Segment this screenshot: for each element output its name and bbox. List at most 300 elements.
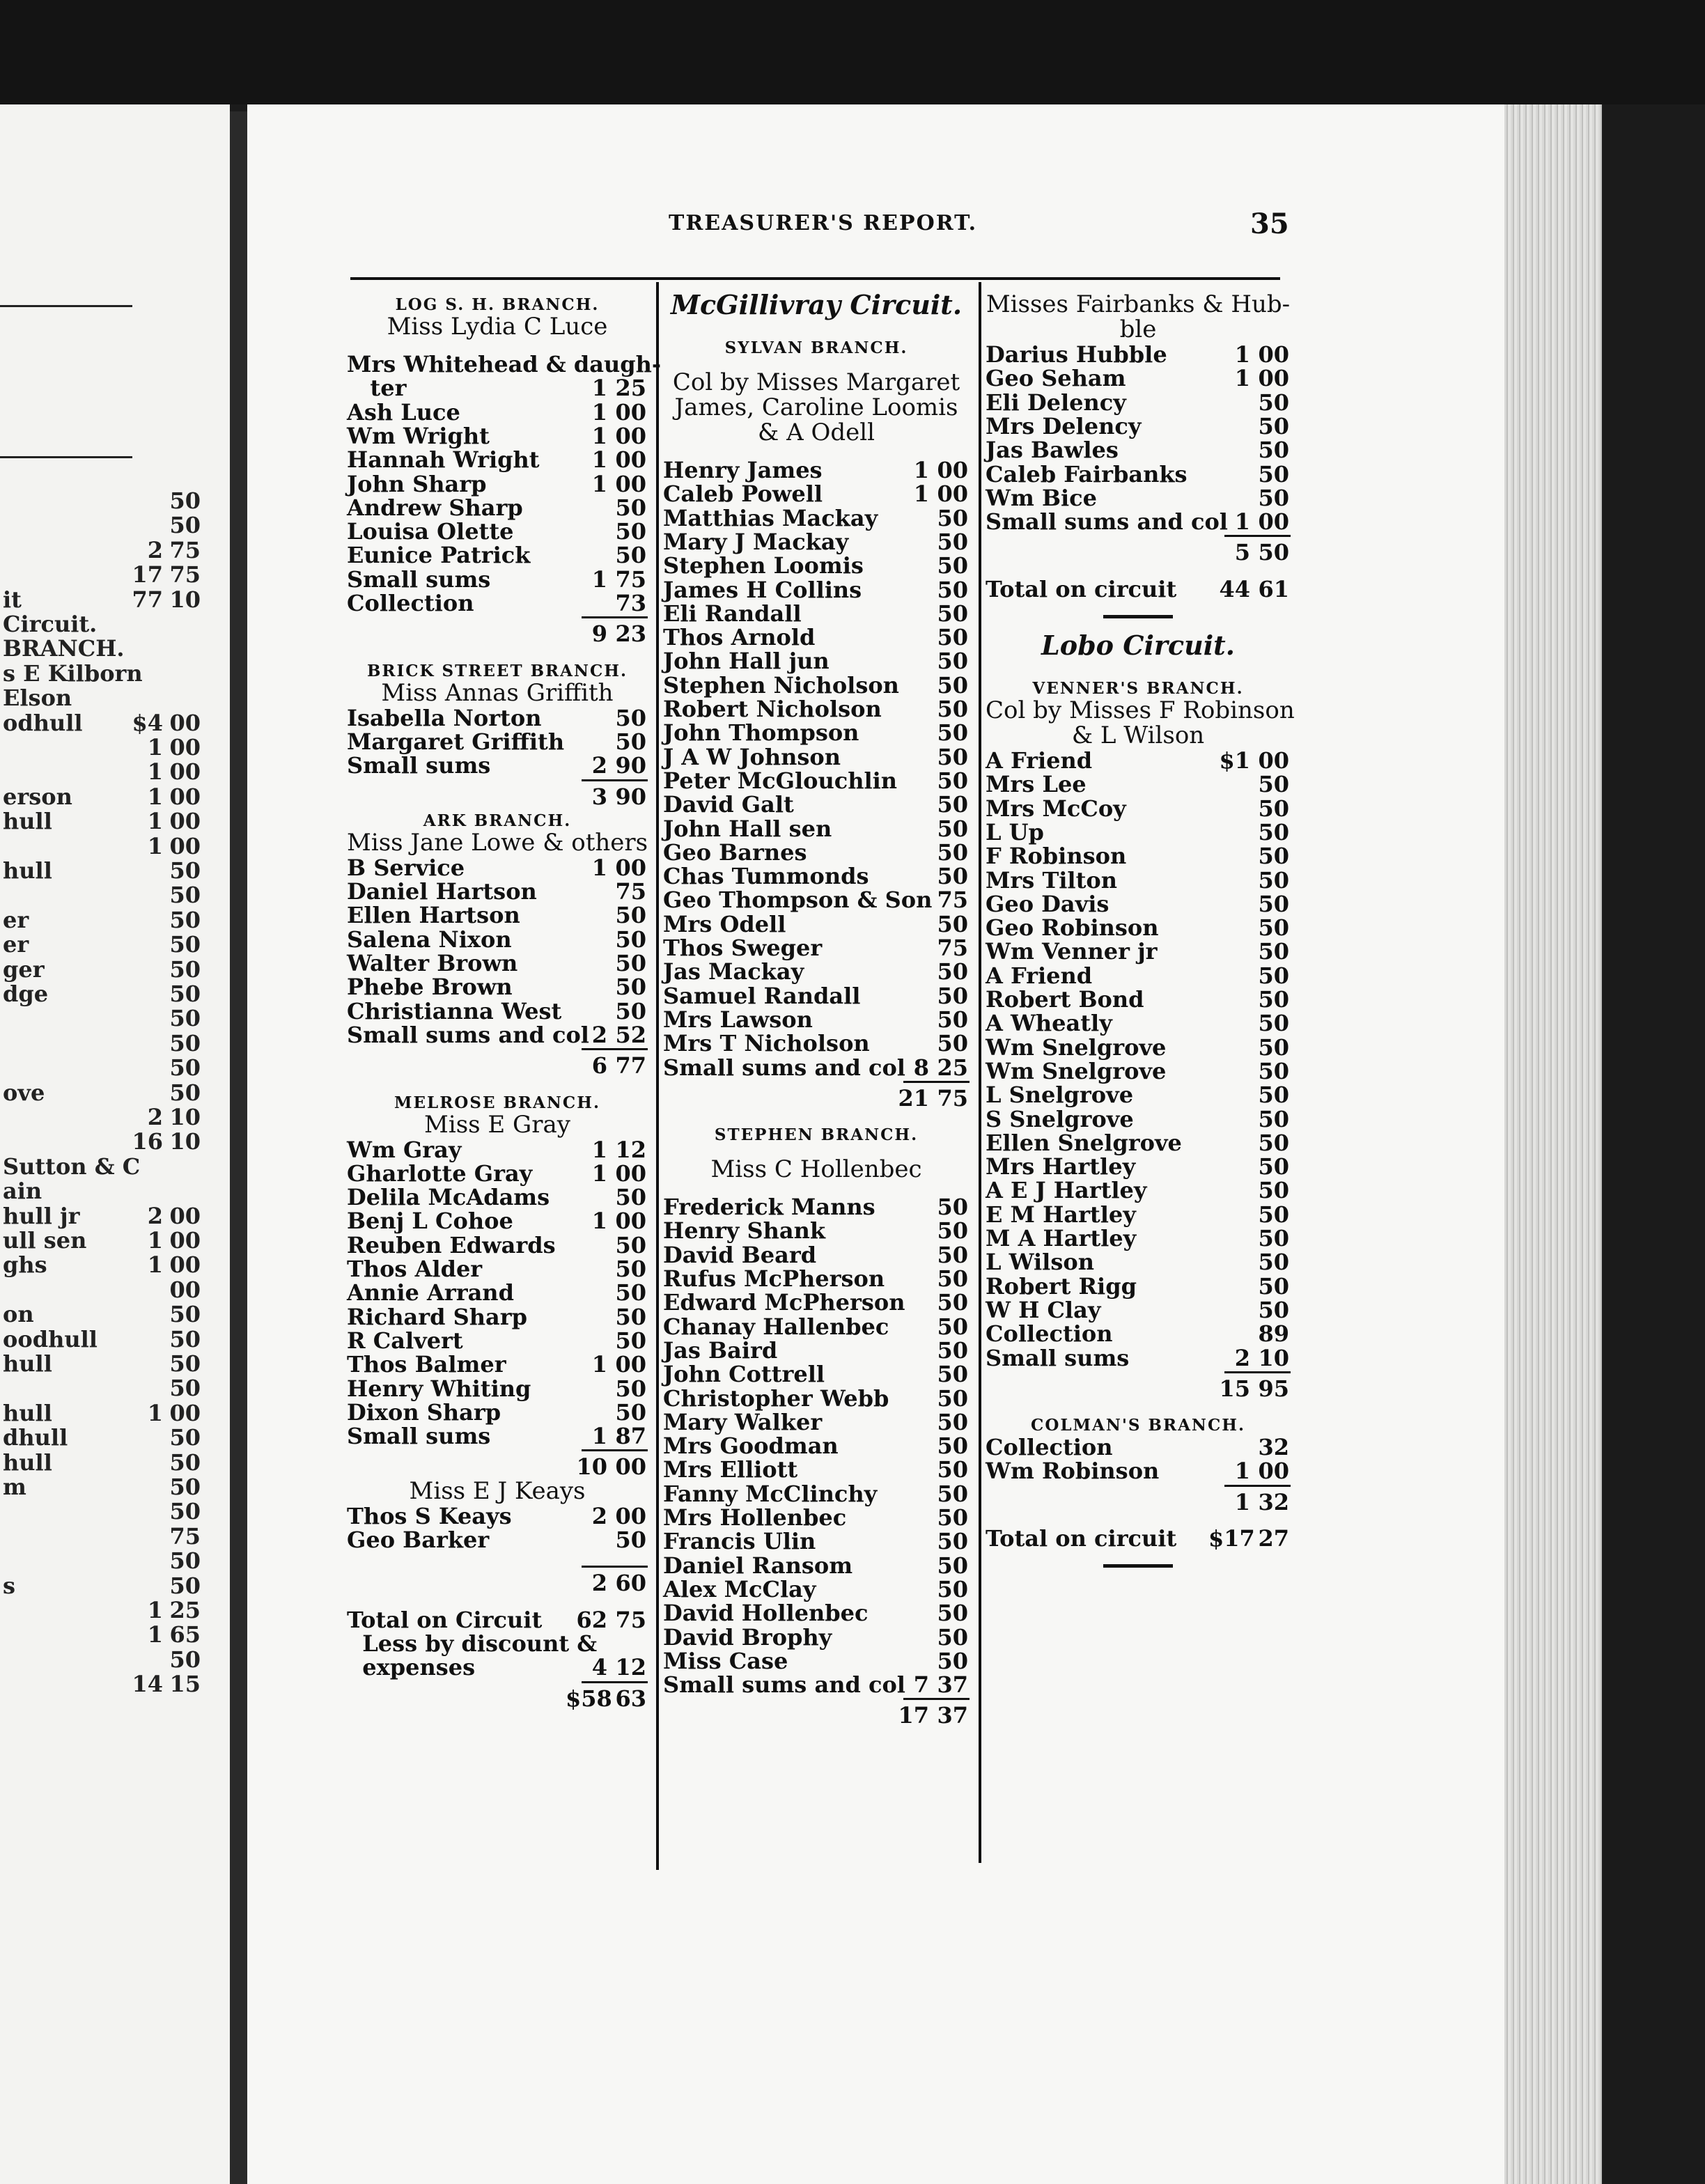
ledger-entry (986, 577, 1291, 602)
amount-dollars: 8 (913, 1054, 929, 1081)
ledger-entry (663, 1056, 970, 1080)
section-end-rule (1103, 1564, 1173, 1568)
amount-cents: 50 (937, 671, 968, 699)
branch-heading: STEPHEN BRANCH. (714, 1125, 919, 1145)
entry-name: Thos S Keays (347, 1502, 512, 1529)
entry-name: Geo Barker (347, 1527, 490, 1553)
ledger-entry (663, 625, 970, 650)
fragment-dollars: 14 (132, 1671, 163, 1698)
entry-name: Samuel Randall (663, 982, 861, 1009)
amount-dollars: 1 (913, 457, 929, 483)
amount-cents: 60 (615, 1570, 646, 1597)
amount-cents: 50 (937, 1480, 968, 1507)
entry-name: Mrs Elliott (663, 1456, 798, 1483)
ledger-entry (347, 730, 648, 754)
entry-name: Chanay Hallenbec (663, 1313, 889, 1340)
ledger-entry (347, 1424, 648, 1449)
entry-name: Isabella Norton (347, 704, 542, 731)
fragment-text: hull jr (3, 1202, 80, 1229)
amount-cents: 50 (615, 518, 646, 545)
entry-name: Small sums and col (986, 508, 1228, 536)
amount-cents: 00 (937, 481, 968, 508)
entry-name: L Up (986, 818, 1044, 845)
amount-cents: 50 (1258, 1272, 1289, 1300)
ledger-entry (663, 1290, 970, 1315)
entry-name: Eli Randall (663, 600, 802, 627)
left-page-fragment (3, 1081, 224, 1105)
amount-cents: 77 (615, 1052, 646, 1079)
amount-cents: 73 (615, 590, 646, 616)
entry-name: Collection (986, 1434, 1113, 1461)
entry-name: Mary J Mackay (663, 528, 849, 555)
ledger-entry (663, 1410, 970, 1435)
amount-cents: 00 (615, 422, 646, 449)
circuit-heading: Lobo Circuit. (1041, 630, 1235, 661)
entry-name: Ellen Hartson (347, 902, 520, 929)
entry-name: Mrs Odell (663, 910, 786, 937)
ledger-entry (663, 1008, 970, 1032)
fragment-cents: 50 (169, 882, 201, 909)
fragment-text: m (3, 1474, 26, 1500)
amount-cents: 25 (615, 375, 646, 402)
entry-name: Wm Robinson (986, 1458, 1160, 1485)
collector-name: Col by Misses F Robinson (986, 696, 1295, 724)
amount-cents: 27 (1258, 1525, 1289, 1552)
collector-name: Miss E J Keays (409, 1476, 586, 1505)
fragment-dollars: $4 (132, 709, 163, 736)
fragment-text: dge (3, 981, 49, 1007)
entry-name: Salena Nixon (347, 926, 512, 953)
ledger-entry (986, 1036, 1291, 1060)
amount-dollars: 4 (591, 1654, 607, 1681)
amount-dollars: 1 (1234, 365, 1250, 392)
fragment-dollars: 1 (147, 1399, 163, 1426)
amount-cents: 50 (615, 926, 646, 953)
ledger-entry (986, 414, 1291, 439)
entry-name: Fanny McClinchy (663, 1480, 878, 1507)
entry-name: Chas Tummonds (663, 863, 869, 890)
left-page-fragment (3, 1426, 224, 1449)
amount-cents: 50 (937, 1194, 968, 1221)
entry-name: Geo Seham (986, 365, 1126, 392)
amount-cents: 50 (937, 1265, 968, 1292)
amount-cents: 50 (1258, 1057, 1289, 1084)
entry-name: David Galt (663, 791, 794, 818)
ledger-entry (986, 343, 1291, 367)
left-facing-page (0, 104, 230, 2184)
amount-dollars: 1 (913, 481, 929, 508)
entry-name: John Thompson (663, 719, 859, 747)
fragment-cents: 50 (169, 857, 201, 884)
amount-cents: 50 (937, 791, 968, 818)
amount-cents: 50 (1258, 412, 1289, 439)
entry-name: Walter Brown (347, 950, 518, 976)
ledger-entry (347, 1138, 648, 1162)
amount-dollars: 9 (591, 621, 607, 648)
subtotal-line (986, 540, 1291, 565)
amount-cents: 50 (937, 1623, 968, 1651)
entry-name: Mrs Hollenbec (663, 1504, 847, 1531)
entry-name: Small sums (347, 566, 491, 593)
fragment-text: Sutton & C (3, 1153, 141, 1180)
amount-cents: 50 (1258, 795, 1289, 822)
amount-cents: 90 (615, 752, 646, 779)
amount-cents: 50 (615, 1184, 646, 1211)
left-page-fragment (3, 612, 224, 636)
left-page-fragment (3, 859, 224, 882)
ledger-entry (663, 602, 970, 626)
fragment-cents: 10 (169, 1104, 201, 1130)
entry-name: J A W Johnson (663, 743, 841, 770)
entry-name: Henry Whiting (347, 1375, 531, 1402)
fragment-cents: 50 (169, 1350, 201, 1377)
amount-cents: 50 (1258, 539, 1289, 566)
fragment-cents: 00 (169, 1276, 201, 1303)
amount-cents: 50 (1258, 938, 1289, 965)
left-page-rule (0, 305, 132, 307)
fragment-cents: 00 (169, 709, 201, 736)
fragment-dollars: 17 (132, 561, 163, 588)
ledger-entry (663, 793, 970, 817)
entry-name: Robert Nicholson (663, 696, 882, 722)
fragment-text: on (3, 1301, 34, 1328)
entry-name: Francis Ulin (663, 1528, 816, 1555)
branch-heading: LOG S. H. BRANCH. (395, 295, 600, 314)
amount-dollars: $58 (566, 1685, 612, 1712)
amount-dollars: 1 (591, 1160, 607, 1187)
collector-name: James, Caroline Loomis (674, 393, 958, 421)
amount-cents: 50 (937, 1384, 968, 1412)
amount-dollars: 1 (591, 1208, 607, 1235)
entry-name: Less by discount & (347, 1630, 598, 1657)
ledger-entry (663, 817, 970, 841)
collector-name: Miss Lydia C Luce (387, 313, 608, 341)
amount-dollars: 17 (898, 1702, 929, 1729)
ledger-entry (347, 376, 648, 400)
amount-cents: 50 (1258, 484, 1289, 511)
amount-dollars: 15 (1219, 1375, 1250, 1402)
entry-name: ter (347, 375, 407, 402)
fragment-text: er (3, 931, 29, 958)
left-page-fragment (3, 1155, 224, 1178)
amount-dollars: 1 (591, 470, 607, 497)
ledger-entry (663, 697, 970, 722)
entry-name: Margaret Griffith (347, 728, 565, 755)
amount-cents: 50 (937, 1575, 968, 1602)
fragment-cents: 00 (169, 1399, 201, 1426)
entry-name: Rufus McPherson (663, 1265, 885, 1292)
ledger-entry (986, 988, 1291, 1012)
fragment-text: s E Kilborn (3, 660, 143, 687)
fragment-dollars: 77 (132, 586, 163, 613)
fragment-cents: 50 (169, 1079, 201, 1106)
left-page-fragment (3, 686, 224, 710)
amount-cents: 50 (937, 1030, 968, 1057)
amount-cents: 50 (615, 902, 646, 929)
fragment-dollars: 1 (147, 808, 163, 835)
collector-name: Miss Annas Griffith (381, 678, 614, 707)
ledger-entry (986, 1226, 1291, 1251)
left-page-fragment (3, 1179, 224, 1203)
amount-cents: 50 (1258, 1177, 1289, 1204)
fragment-cents: 50 (169, 1449, 201, 1476)
entry-name: Total on circuit (986, 575, 1177, 602)
entry-name: Geo Thompson & Son (663, 887, 933, 914)
ledger-entry (347, 1281, 648, 1305)
entry-name: Geo Barnes (663, 838, 807, 866)
fragment-cents: 50 (169, 1498, 201, 1525)
fragment-text: erson (3, 783, 72, 810)
ledger-entry (986, 486, 1291, 510)
ledger-entry (347, 1528, 648, 1552)
ledger-entry (663, 1554, 970, 1578)
entry-name: Mrs Goodman (663, 1433, 839, 1460)
entry-name: Andrew Sharp (347, 494, 523, 521)
ledger-entry (663, 1434, 970, 1458)
entry-name: Stephen Loomis (663, 552, 864, 579)
circuit-heading: McGillivray Circuit. (670, 289, 963, 320)
amount-cents: 75 (937, 935, 968, 961)
entry-name: Miss Case (663, 1647, 788, 1674)
ledger-entry (347, 706, 648, 731)
fragment-text: hull (3, 1350, 52, 1377)
amount-cents: 50 (937, 815, 968, 842)
left-page-fragment (3, 1204, 224, 1228)
amount-cents: 50 (1258, 1225, 1289, 1251)
amount-cents: 00 (1258, 508, 1289, 536)
fragment-cents: 50 (169, 981, 201, 1007)
amount-cents: 50 (1258, 460, 1289, 488)
ledger-entry (347, 1398, 648, 1426)
ledger-entry (986, 1250, 1291, 1274)
entry-name: Small sums (986, 1344, 1130, 1371)
amount-cents: 37 (937, 1671, 968, 1699)
entry-name: expenses (347, 1654, 476, 1681)
amount-cents: 50 (937, 1647, 968, 1674)
left-page-fragment (3, 588, 224, 611)
amount-dollars: 1 (591, 1136, 607, 1163)
fragment-text: hull (3, 857, 52, 884)
amount-cents: 50 (1258, 986, 1289, 1013)
amount-cents: 50 (615, 997, 646, 1024)
left-page-fragment (3, 982, 224, 1006)
collector-name: Miss E Gray (424, 1110, 570, 1139)
branch-heading: VENNER'S BRANCH. (1032, 679, 1244, 698)
left-page-fragment (3, 785, 224, 809)
entry-name: John Hall sen (663, 815, 832, 842)
ledger-entry (986, 844, 1291, 868)
entry-name: Daniel Hartson (347, 878, 537, 905)
fragment-dollars: 1 (147, 783, 163, 810)
amount-cents: 50 (1258, 843, 1289, 870)
amount-cents: 50 (615, 494, 646, 521)
entry-name: Peter McGlouchlin (663, 767, 898, 794)
ledger-entry (986, 1131, 1291, 1155)
amount-cents: 50 (615, 1279, 646, 1306)
amount-dollars: 1 (591, 1351, 607, 1378)
ledger-entry (663, 769, 970, 793)
ledger-entry (663, 745, 970, 770)
fragment-text: odhull (3, 709, 83, 736)
entry-name: Frederick Manns (663, 1194, 875, 1221)
ledger-entry (347, 472, 648, 497)
fragment-cents: 50 (169, 1005, 201, 1032)
fragment-text: ove (3, 1079, 45, 1106)
fragment-cents: 75 (169, 1522, 201, 1550)
fragment-dollars: 1 (147, 1251, 163, 1279)
amount-dollars: 10 (576, 1453, 607, 1481)
entry-name: F Robinson (986, 843, 1127, 870)
ledger-entry (663, 1384, 970, 1412)
ledger-entry (986, 510, 1291, 534)
fragment-cents: 50 (169, 1424, 201, 1451)
entry-name: A Friend (986, 962, 1093, 989)
amount-dollars: 6 (591, 1052, 607, 1079)
entry-name: Annie Arrand (347, 1279, 514, 1306)
amount-dollars: 2 (591, 1021, 607, 1048)
entry-name: John Hall jun (663, 648, 830, 675)
fragment-text: it (3, 586, 22, 613)
amount-cents: 12 (615, 1136, 646, 1163)
entry-name: Henry Shank (663, 1217, 825, 1245)
entry-name: Small sums and col (663, 1054, 905, 1081)
entry-name: Small sums and col (663, 1671, 905, 1699)
amount-cents: 50 (1258, 1129, 1289, 1156)
entry-name: Matthias Mackay (663, 504, 878, 531)
ledger-entry (986, 749, 1291, 773)
subtotal-line (347, 1054, 648, 1078)
entry-name: Robert Bond (986, 986, 1144, 1013)
amount-cents: 50 (937, 624, 968, 651)
entry-name: Christianna West (347, 997, 562, 1024)
ledger-entry (347, 1632, 648, 1656)
ledger-entry (347, 1377, 648, 1401)
collector-name: Miss Jane Lowe & others (347, 828, 648, 857)
amount-cents: 50 (937, 1289, 968, 1316)
left-page-fragment (3, 1327, 224, 1351)
entry-name: Mrs McCoy (986, 795, 1126, 822)
amount-cents: 50 (937, 1552, 968, 1579)
entry-name: Jas Baird (663, 1336, 778, 1364)
amount-dollars: 2 (1234, 1344, 1250, 1371)
column-divider-2 (979, 282, 981, 1863)
fragment-dollars: 1 (147, 734, 163, 760)
ledger-entry (663, 984, 970, 1008)
amount-cents: 50 (937, 1600, 968, 1627)
amount-cents: 50 (937, 863, 968, 890)
amount-cents: 23 (615, 621, 646, 648)
left-page-fragment (3, 1253, 224, 1277)
left-page-fragment (3, 1228, 224, 1252)
amount-cents: 50 (937, 1006, 968, 1033)
fragment-text: ghs (3, 1251, 47, 1279)
entry-name: Christopher Webb (663, 1384, 889, 1412)
left-page-fragment (3, 1401, 224, 1425)
entry-name: Reuben Edwards (347, 1231, 556, 1258)
ledger-entry (986, 1322, 1291, 1346)
amount-cents: 10 (1258, 1344, 1289, 1371)
entry-name: Geo Davis (986, 890, 1110, 917)
ledger-entry (986, 1459, 1291, 1483)
entry-name: Wm Bice (986, 484, 1097, 511)
collector-name: & A Odell (758, 419, 875, 446)
amount-cents: 50 (1258, 1296, 1289, 1323)
amount-cents: 50 (615, 704, 646, 731)
entry-name: Geo Robinson (986, 914, 1159, 942)
amount-dollars: 21 (898, 1084, 929, 1112)
amount-cents: 50 (937, 504, 968, 531)
entry-name: Mrs Delency (986, 412, 1142, 439)
entry-name: Mrs Lee (986, 771, 1087, 798)
ledger-entry (347, 496, 648, 520)
ledger-entry (663, 1601, 970, 1625)
subtotal-rule (1224, 535, 1291, 537)
entry-name: Total on circuit (986, 1525, 1177, 1552)
entry-name: Caleb Powell (663, 481, 823, 508)
entry-name: James H Collins (663, 576, 862, 603)
amount-dollars: 1 (1234, 341, 1250, 368)
fragment-cents: 00 (169, 783, 201, 810)
branch-heading: SYLVAN BRANCH. (724, 338, 908, 357)
entry-name: Edward McPherson (663, 1289, 905, 1316)
amount-cents: 50 (937, 1241, 968, 1268)
entry-name: W H Clay (986, 1296, 1101, 1323)
subtotal-rule (582, 616, 648, 618)
left-page-fragment (3, 933, 224, 956)
amount-cents: 50 (1258, 437, 1289, 464)
ledger-entry (347, 999, 648, 1024)
ledger-entry (986, 1107, 1291, 1132)
amount-cents: 32 (1258, 1488, 1289, 1515)
ledger-entry (663, 673, 970, 698)
fragment-text: ger (3, 956, 45, 983)
entry-name: Alex McClay (663, 1575, 816, 1602)
ledger-entry (663, 1267, 970, 1291)
ledger-entry (663, 1482, 970, 1506)
collector-name: Col by Misses Margaret (672, 368, 960, 396)
ledger-entry (663, 1031, 970, 1056)
entry-name: Henry James (663, 457, 823, 483)
amount-cents: 50 (937, 552, 968, 579)
amount-dollars: 5 (1234, 539, 1250, 566)
ledger-entry (347, 591, 648, 616)
amount-dollars: 2 (591, 1502, 607, 1529)
ledger-entry (347, 1023, 648, 1047)
amount-cents: 63 (615, 1685, 646, 1712)
fragment-text: Circuit. (3, 611, 98, 637)
ledger-entry (986, 1155, 1291, 1179)
amount-cents: 50 (1258, 1249, 1289, 1276)
amount-cents: 50 (937, 600, 968, 627)
left-page-fragment (3, 711, 224, 735)
entry-name: E M Hartley (986, 1201, 1136, 1228)
amount-cents: 50 (1258, 890, 1289, 917)
fragment-dollars: 1 (147, 1597, 163, 1623)
ledger-entry (663, 838, 970, 866)
entry-name: John Sharp (347, 470, 487, 497)
fragment-text: ain (3, 1178, 42, 1205)
section-end-rule (1103, 615, 1173, 618)
entry-name: Small sums and col (347, 1021, 589, 1048)
fragment-cents: 65 (169, 1621, 201, 1648)
ledger-entry (986, 868, 1291, 893)
fragment-cents: 50 (169, 1375, 201, 1402)
subtotal-rule (582, 779, 648, 781)
amount-dollars: 1 (1234, 508, 1250, 536)
amount-cents: 50 (615, 974, 646, 1001)
ledger-entry (663, 1506, 970, 1530)
ledger-entry (663, 912, 970, 937)
